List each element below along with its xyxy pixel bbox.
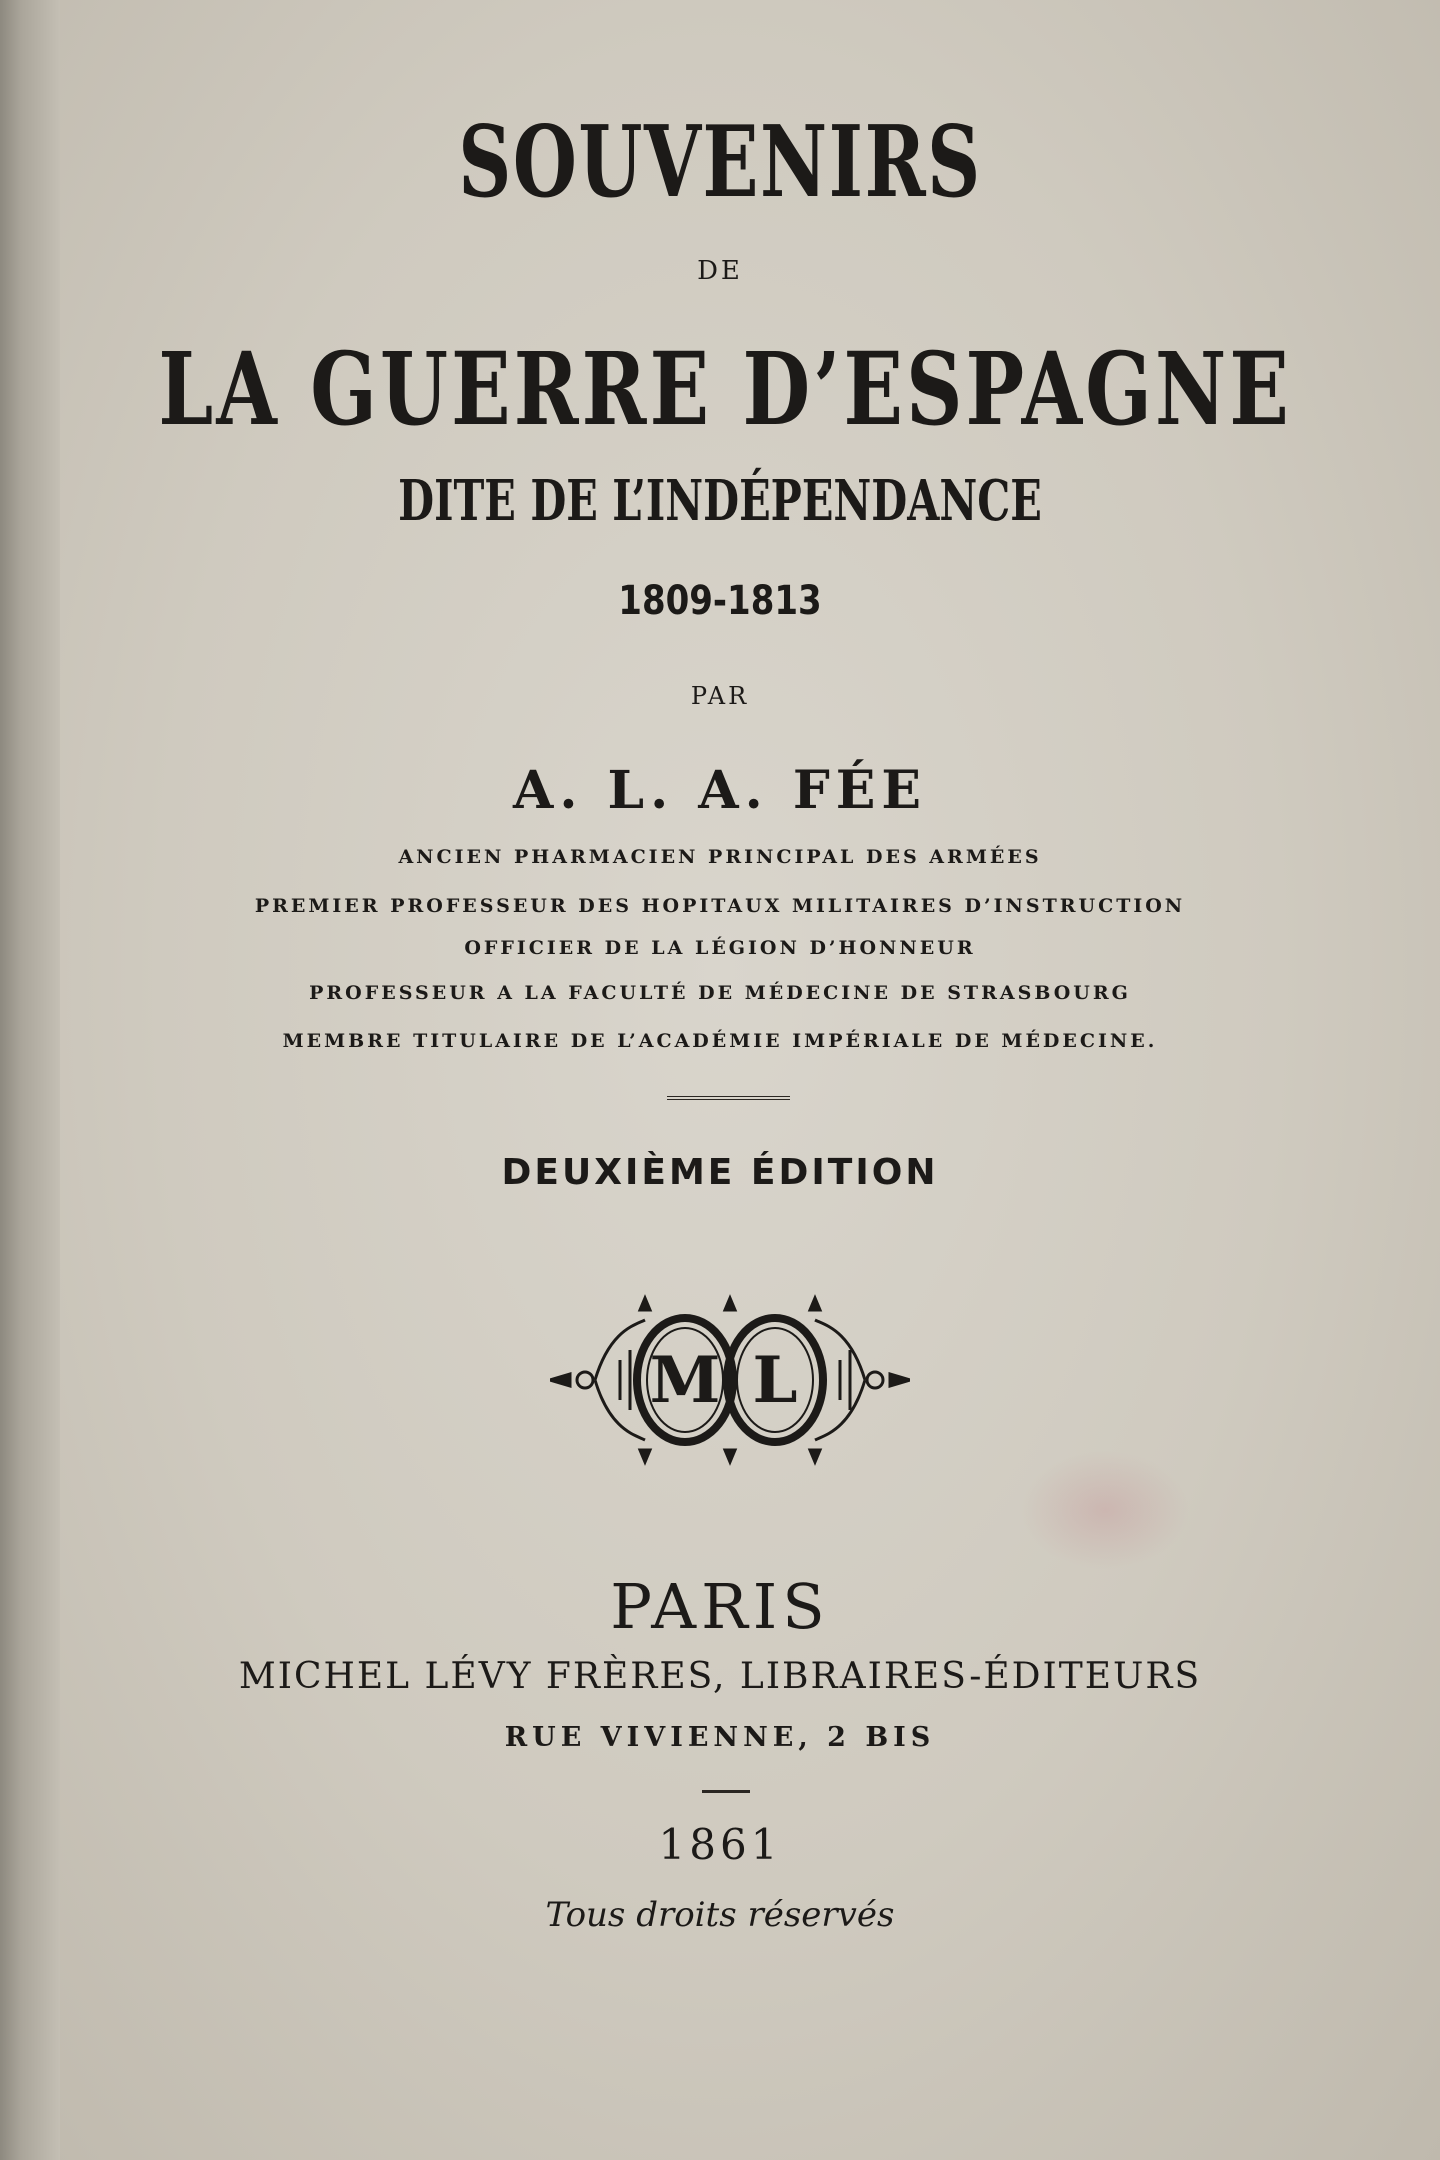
publication-city: PARIS (610, 1570, 830, 1643)
paper-stain (1020, 1450, 1190, 1570)
publication-year: 1861 (658, 1820, 782, 1869)
rights-notice: Tous droits réservés (545, 1895, 895, 1935)
author-credential: MEMBRE TITULAIRE DE L’ACADÉMIE IMPÉRIALE DE MÉDECINE. (282, 1030, 1158, 1052)
author-credential: ANCIEN PHARMACIEN PRINCIPAL DES ARMÉES (398, 846, 1042, 868)
publisher-emblem (550, 1290, 910, 1470)
emblem-letter-l: L (752, 1343, 798, 1418)
by-line: PAR (690, 682, 750, 710)
title-connector: DE (697, 256, 743, 286)
divider-rule-small (702, 1790, 750, 1793)
author-credential: PROFESSEUR A LA FACULTÉ DE MÉDECINE DE STRASBOURG (309, 982, 1131, 1004)
main-title: LA GUERRE D’ESPAGNE (158, 330, 1292, 448)
author-name: A. L. A. FÉE (512, 760, 928, 821)
book-title: SOUVENIRS (458, 105, 982, 220)
edition-label: DEUXIÈME ÉDITION (501, 1152, 939, 1193)
author-credential: PREMIER PROFESSEUR DES HOPITAUX MILITAIRES D’INSTRUCTION (254, 895, 1186, 917)
subtitle: DITE DE L’INDÉPENDANCE (398, 468, 1042, 534)
publisher-name: MICHEL LÉVY FRÈRES, LIBRAIRES-ÉDITEURS (238, 1656, 1202, 1697)
author-credential: OFFICIER DE LA LÉGION D’HONNEUR (464, 937, 976, 959)
date-range: 1809-1813 (618, 578, 822, 624)
emblem-letter-m: M (649, 1343, 721, 1418)
divider-rule (667, 1096, 790, 1100)
publisher-address: RUE VIVIENNE, 2 BIS (504, 1722, 936, 1753)
